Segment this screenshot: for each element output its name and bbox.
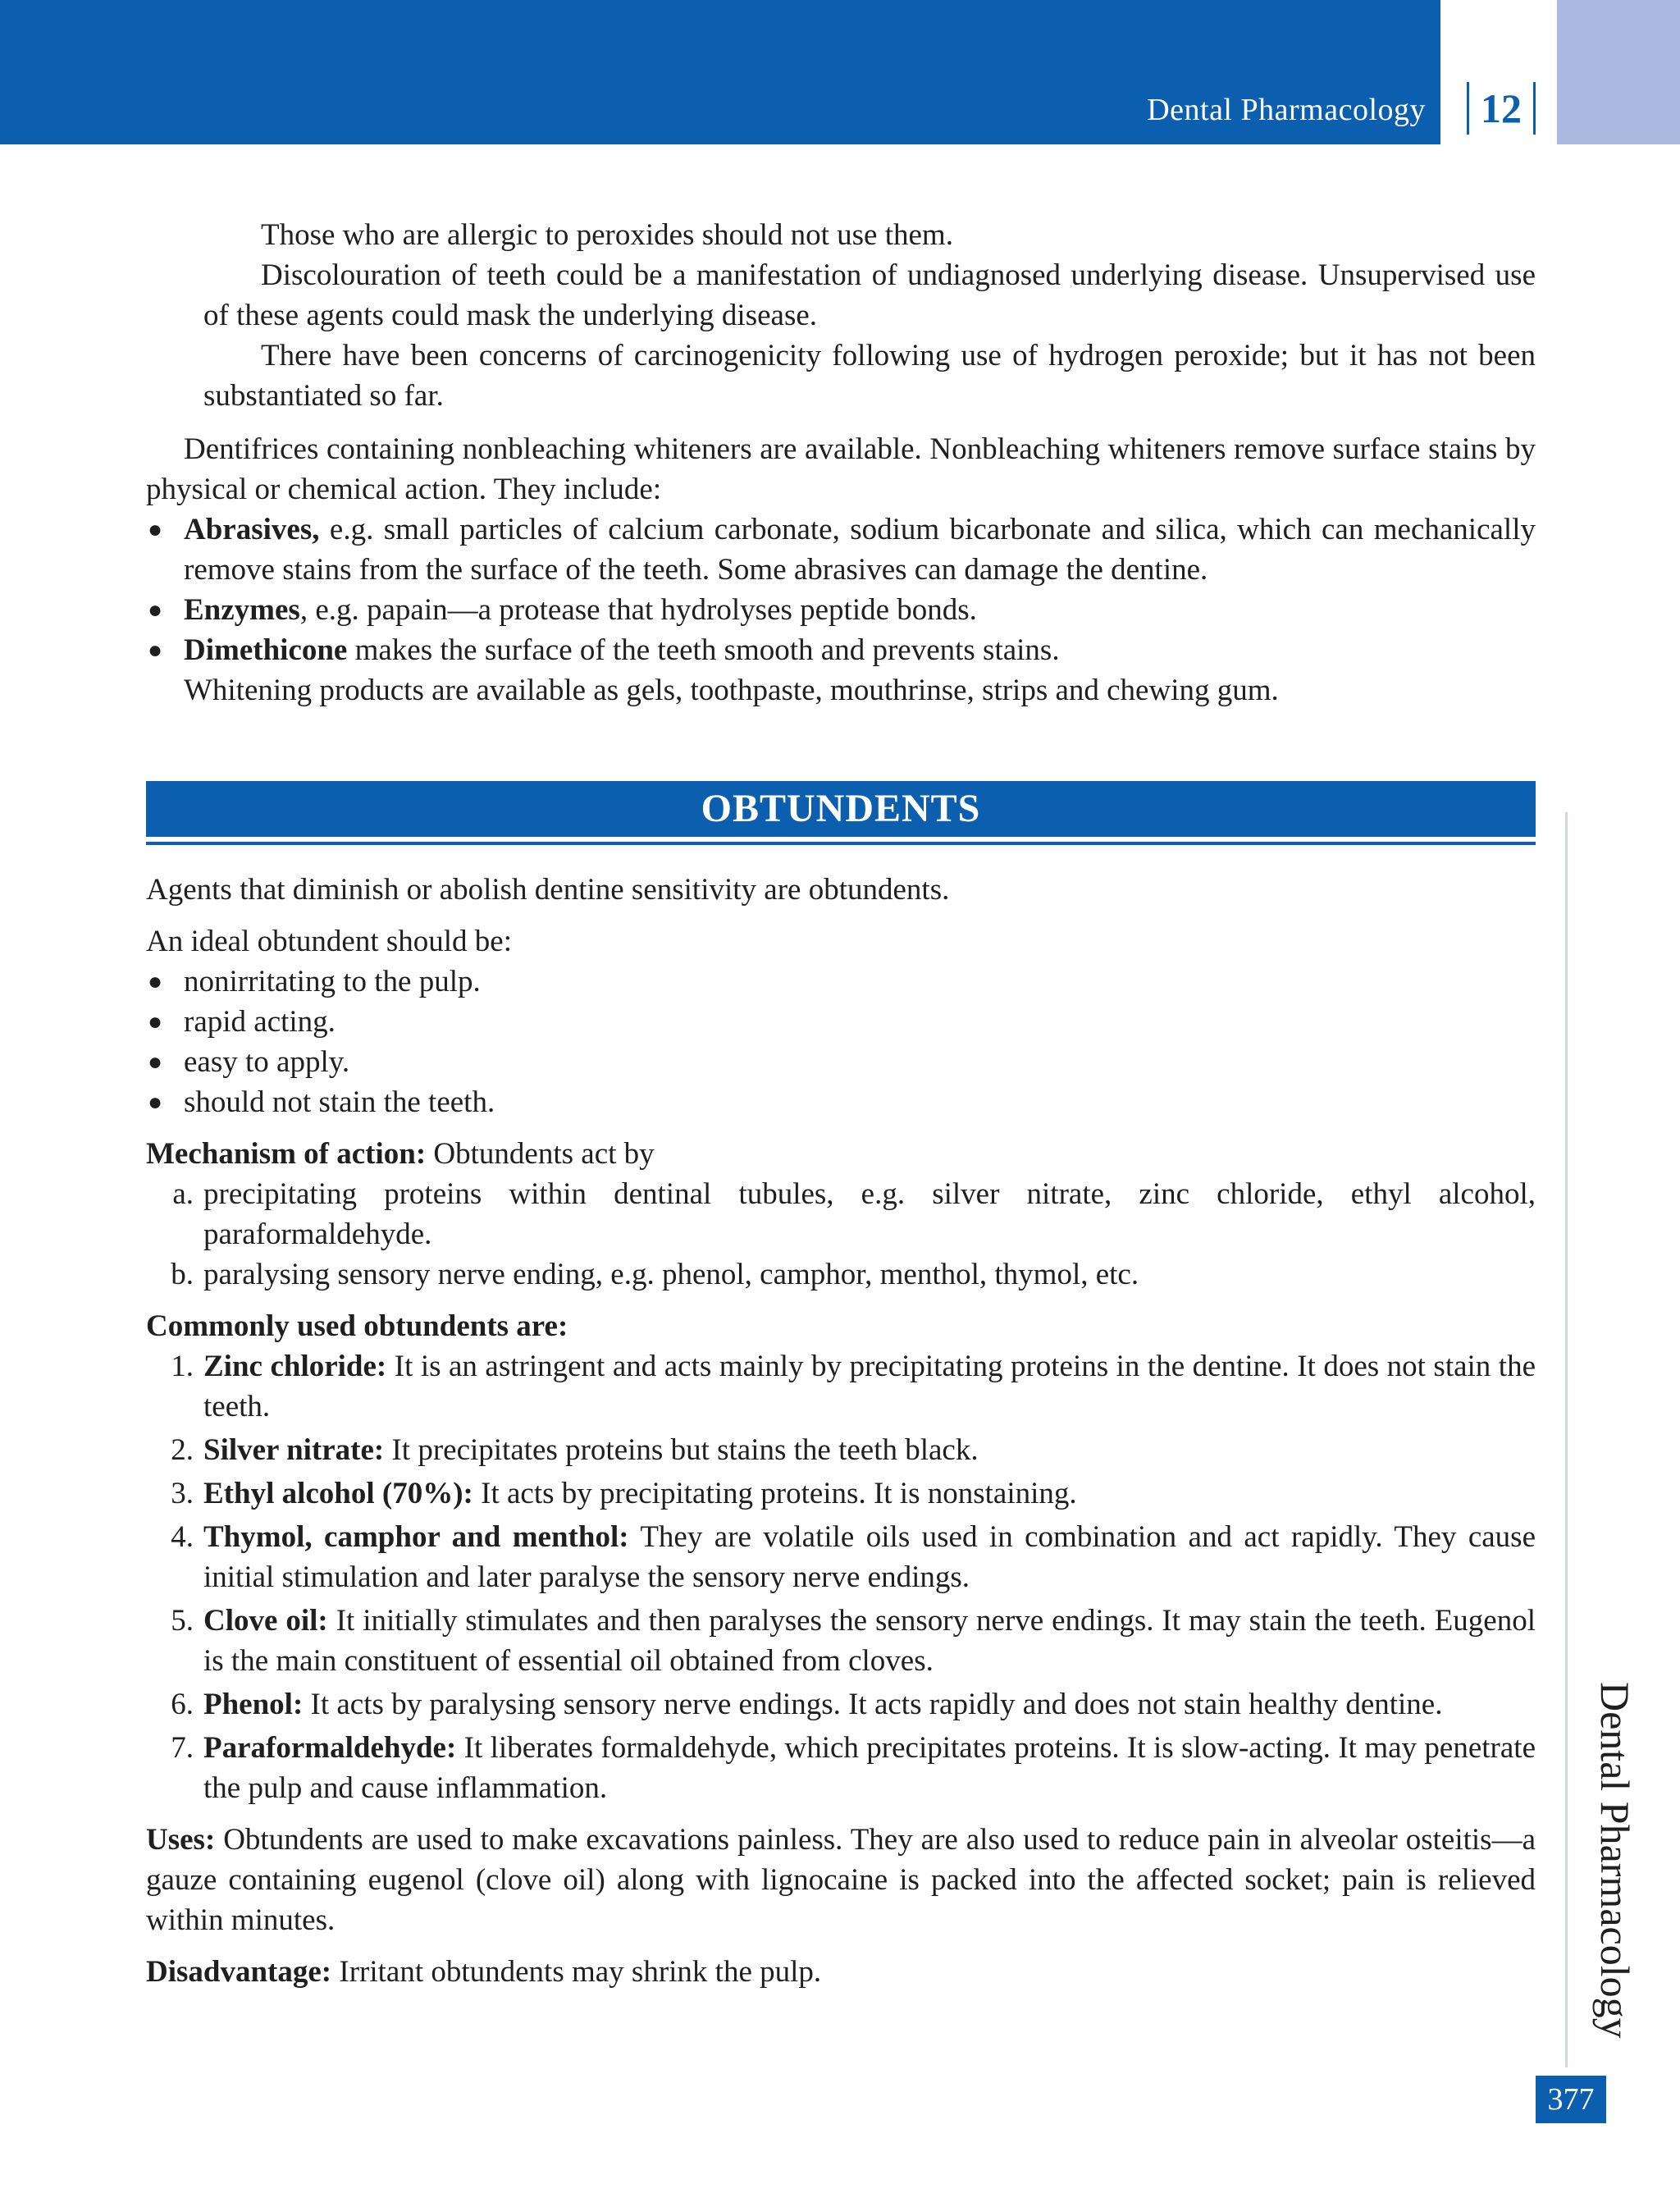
item-text: paralysing sensory nerve ending, e.g. phenol, camphor, menthol, thymol, etc. (203, 1258, 1139, 1291)
list-item (146, 590, 1536, 630)
bullet-icon: ● (148, 1089, 163, 1116)
mechanism-label: Mechanism of action: (146, 1137, 427, 1171)
section-title-rule (146, 842, 1536, 845)
item-text: should not stain the teeth. (184, 1085, 495, 1119)
section-title: OBTUNDENTS (146, 781, 1536, 837)
list-item (146, 1728, 1536, 1808)
item-text: It precipitates proteins but stains the teeth black. (384, 1433, 979, 1467)
term: Abrasives, (184, 513, 320, 546)
term: Ethyl alcohol (70%): (203, 1477, 473, 1510)
list-item (146, 1082, 1536, 1122)
whitener-list (146, 509, 1536, 670)
term: Paraformaldehyde: (203, 1731, 457, 1765)
list-item (146, 1346, 1536, 1427)
side-tab-label: Dental Pharmacology (1592, 1682, 1638, 2039)
term: Thymol, camphor and menthol: (203, 1520, 629, 1554)
list-item (146, 1174, 1536, 1254)
intro-paragraph-4: Dentifrices containing nonbleaching whiteners are available. Nonbleaching whiteners remove surface stains by physical or chemical action. They include: (146, 432, 1536, 506)
term: Phenol: (203, 1688, 304, 1721)
common-heading-text: Commonly used obtundents are: (146, 1309, 568, 1343)
list-item (146, 1473, 1536, 1514)
mechanism-list (146, 1174, 1536, 1295)
whitening-note: Whitening products are available as gels, toothpaste, mouthrinse, strips and chewing gum. (184, 674, 1279, 707)
item-text: rapid acting. (184, 1005, 336, 1039)
list-item (146, 1517, 1536, 1597)
obtundent-list (146, 1346, 1536, 1808)
intro-paragraph-1: Those who are allergic to peroxides should not use them. (261, 218, 953, 252)
list-item (146, 1042, 1536, 1082)
mechanism-text: Obtundents act by (426, 1137, 655, 1171)
item-marker: a. (172, 1177, 194, 1211)
item-text: It initially stimulates and then paralyses the sensory nerve endings. It may stain the teeth. Eugenol is the main constituent of essential oil obtained from cloves. (203, 1604, 1536, 1678)
running-head: Dental Pharmacology (1147, 93, 1426, 127)
bullet-icon: ● (148, 1008, 163, 1035)
item-marker: 3. (171, 1477, 194, 1510)
mechanism-paragraph (146, 1134, 1536, 1174)
item-marker: 7. (171, 1731, 194, 1765)
disadvantage-label: Disadvantage: (146, 1955, 332, 1989)
item-text: It acts by paralysing sensory nerve endings. It acts rapidly and does not stain healthy dentine. (303, 1688, 1443, 1721)
bullet-icon: ● (148, 968, 163, 995)
uses-label: Uses: (146, 1823, 216, 1857)
item-marker: 2. (171, 1433, 194, 1467)
list-item (146, 509, 1536, 590)
intro-paragraph-2: Discolouration of teeth could be a manifestation of undiagnosed underlying disease. Unsupervised use of these agents could mask the underlying disease. (203, 258, 1536, 332)
item-text: It is an astringent and acts mainly by precipitating proteins in the dentine. It does not stain the teeth. (203, 1350, 1536, 1423)
list-item (146, 630, 1536, 670)
item-text: It liberates formaldehyde, which precipitates proteins. It is slow-acting. It may penetrate the pulp and cause inflammation. (203, 1731, 1536, 1805)
uses-paragraph (146, 1820, 1536, 1940)
ideal-intro: An ideal obtundent should be: (146, 925, 512, 958)
term: Enzymes (184, 593, 300, 627)
header-accent-band (1557, 0, 1680, 144)
definition: Agents that diminish or abolish dentine sensitivity are obtundents. (146, 873, 950, 907)
common-heading (146, 1306, 1536, 1346)
item-text: precipitating proteins within dentinal tubules, e.g. silver nitrate, zinc chloride, ethyl alcohol, paraformaldehyde. (203, 1177, 1536, 1251)
list-item (146, 1684, 1536, 1725)
term: Dimethicone (184, 633, 348, 667)
item-text: makes the surface of the teeth smooth and prevents stains. (347, 633, 1060, 667)
bullet-icon: ● (148, 516, 163, 543)
bullet-icon: ● (148, 637, 163, 664)
intro-paragraph-3: There have been concerns of carcinogenicity following use of hydrogen peroxide; but it has not been substantiated so far. (203, 339, 1536, 413)
page-body (146, 215, 1536, 1992)
item-text: , e.g. papain—a protease that hydrolyses peptide bonds. (299, 593, 977, 627)
term: Clove oil: (203, 1604, 328, 1638)
item-marker: 6. (171, 1688, 194, 1721)
term: Silver nitrate: (203, 1433, 385, 1467)
item-text: e.g. small particles of calcium carbonate, sodium bicarbonate and silica, which can mechanically remove stains from the surface of the teeth. Some abrasives can damage the dentine. (184, 513, 1536, 587)
chapter-number: 12 (1467, 82, 1536, 135)
item-marker: 4. (171, 1520, 194, 1554)
disadvantage-paragraph (146, 1952, 1536, 1992)
term: Zinc chloride: (203, 1350, 387, 1383)
item-text: easy to apply. (184, 1045, 350, 1079)
list-item (146, 962, 1536, 1002)
uses-text: Obtundents are used to make excavations painless. They are also used to reduce pain in alveolar osteitis—a gauze containing eugenol (clove oil) along with lignocaine is packed into the affected socket; pain is relieved within minutes. (146, 1823, 1536, 1937)
bullet-icon: ● (148, 596, 163, 624)
item-text: It acts by precipitating proteins. It is nonstaining. (472, 1477, 1077, 1510)
item-text: nonirritating to the pulp. (184, 965, 481, 998)
list-item (146, 1254, 1536, 1295)
list-item (146, 1002, 1536, 1042)
page-number: 377 (1536, 2076, 1606, 2123)
disadvantage-text: Irritant obtundents may shrink the pulp. (331, 1955, 822, 1989)
list-item (146, 1430, 1536, 1470)
item-marker: 5. (171, 1604, 194, 1638)
item-text: They are volatile oils used in combination and act rapidly. They cause initial stimulation and later paralyse the sensory nerve endings. (203, 1520, 1536, 1594)
bullet-icon: ● (148, 1048, 163, 1076)
ideal-list (146, 962, 1536, 1122)
item-marker: b. (171, 1258, 194, 1291)
item-marker: 1. (171, 1350, 194, 1383)
side-divider (1565, 812, 1568, 2067)
list-item (146, 1601, 1536, 1681)
